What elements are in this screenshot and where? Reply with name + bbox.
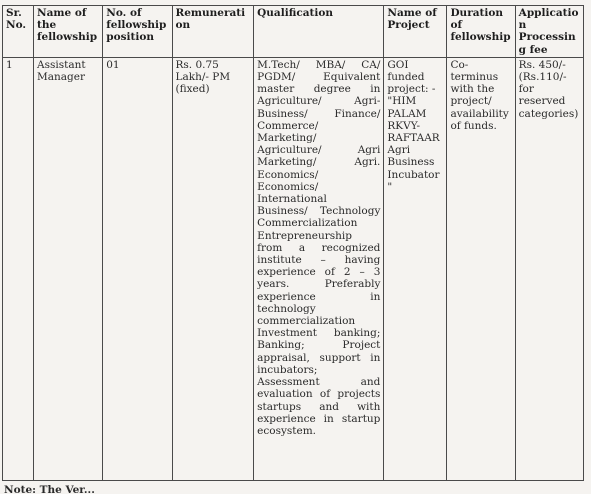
cell-name: Assistant Manager xyxy=(34,57,103,480)
table-row xyxy=(3,57,584,480)
note-text: Note: The Ver... xyxy=(4,484,95,494)
cell-sr-no: 1 xyxy=(3,57,34,480)
fellowship-table xyxy=(2,5,584,481)
cell-project: GOI funded project: - "HIM PALAM RKVY-RAFTAAR Agri Business Incubator" xyxy=(384,57,447,480)
cell-positions: 01 xyxy=(103,57,172,480)
header-name: Name of the fellowship xyxy=(34,6,103,58)
header-sr-no: Sr. No. xyxy=(3,6,34,58)
header-project: Name of Project xyxy=(384,6,447,58)
cell-qualification: M.Tech/ MBA/ CA/ PGDM/ Equivalent master degree in Agriculture/ Agri-Business/ Finance/ Commerce/ Marketing/ Agriculture/ Agri Marketing/ Agri. Economics/ Economics/ International Business/ Technology Commercialization Entrepreneurship from a recognized institute – having experience of 2 – 3 years. Preferably experience in technology commercialization Investment banking; Banking; Project appraisal, support in incubators; Assessment and evaluation of projects startups and with experience in startup ecosystem. xyxy=(254,57,384,480)
cell-remuneration: Rs. 0.75 Lakh/- PM (fixed) xyxy=(172,57,254,480)
header-remuneration: Remuneration xyxy=(172,6,254,58)
table-header-row xyxy=(3,6,584,58)
header-fee: Application Processing fee xyxy=(515,6,583,58)
header-positions: No. of fellowship position xyxy=(103,6,172,58)
cell-fee: Rs. 450/- (Rs.110/- for reserved categories) xyxy=(515,57,583,480)
header-duration: Duration of fellowship xyxy=(447,6,515,58)
header-qualification: Qualification xyxy=(254,6,384,58)
cell-duration: Co-terminus with the project/ availability of funds. xyxy=(447,57,515,480)
